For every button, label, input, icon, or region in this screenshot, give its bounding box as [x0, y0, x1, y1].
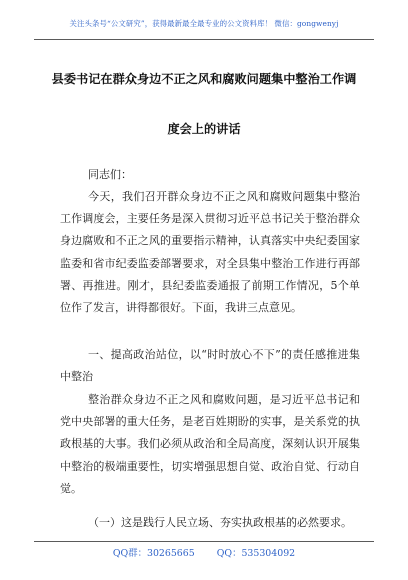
footer-qq-group: QQ群：30265665: [112, 548, 195, 559]
page-header: 关注头条号“公文研究”，获得最新最全最专业的公文资料库！ 微信：gongwenyj: [69, 19, 339, 28]
body-paragraph-2: 整治群众身边不正之风和腐败问题，是习近平总书记和党中央部署的重大任务，是老百姓期盼的实事，是关系党的执政根基的大事。我们必须从政治和全局高度，深刻认识开展集中整治的极端重要性，切实增强思想自觉、政治自觉、行动自觉。: [60, 393, 360, 495]
footer-qq-contact: QQ：535304092: [216, 548, 296, 559]
header-divider: [34, 39, 374, 40]
body-paragraph-1: 今天，我们召开群众身边不正之风和腐败问题集中整治工作调度会，主要任务是深入贯彻习近平总书记关于整治群众身边腐败和不正之风的重要指示精神，认真落实中央纪委国家监委和省市纪委监委部署要求，对全县集中整治工作进行再部署、再推进。刚才，县纪委监委通报了前期工作情况，5个单位作了发言，讲得都很好。下面，我讲三点意见。: [60, 190, 360, 315]
document-title-line-2: 度会上的讲话: [167, 122, 241, 136]
document-title-line-1: 县委书记在群众身边不正之风和腐败问题集中整治工作调: [51, 72, 357, 86]
section-heading-1: 一、提高政治站位，以“时时放心不下”的责任感推进集中整治: [60, 348, 360, 384]
page-footer: [0, 545, 408, 559]
footer-divider: [34, 541, 374, 542]
subsection-heading-1: （一）这是践行人民立场、夯实执政根基的必然要求。: [88, 516, 352, 529]
salutation: 同志们：: [88, 168, 132, 181]
